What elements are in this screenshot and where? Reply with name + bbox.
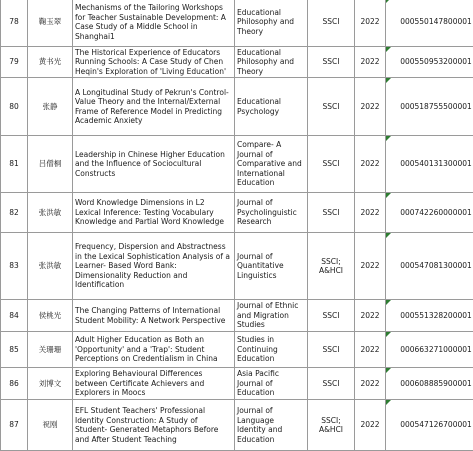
title-cell[interactable]: A Longitudinal Study of Pekrun's Control- Value Theory and the Internal/External Frame of Reference Model in Predicting Academic Anxiety (73, 78, 235, 136)
table-row (1, 47, 473, 78)
year-cell[interactable]: 2022 (355, 332, 386, 368)
author-cell[interactable]: 祝刚 (28, 400, 73, 451)
accession-id-cell[interactable]: 000540131300001 (386, 136, 473, 193)
journal-cell[interactable]: Educational Philosophy and Theory (235, 47, 308, 78)
journal-cell[interactable]: Journal of Ethnic and Migration Studies (235, 300, 308, 332)
journal-cell[interactable]: Journal of Psycholinguistic Research (235, 193, 308, 233)
title-cell[interactable]: Exploring Behavioural Differences between Certificate Achievers and Explorers in Moocs (73, 368, 235, 400)
journal-cell[interactable]: Journal of Quantitative Linguistics (235, 233, 308, 300)
title-cell[interactable]: Mechanisms of the Tailoring Workshops for Teacher Sustainable Development: A Case Study of a Middle School in Shanghai1 (73, 0, 235, 47)
year-cell[interactable]: 2022 (355, 368, 386, 400)
table-row (1, 0, 473, 47)
journal-cell[interactable]: Educational Philosophy and Theory (235, 0, 308, 47)
journal-cell[interactable]: Compare- A Journal of Comparative and International Education (235, 136, 308, 193)
year-cell[interactable]: 2022 (355, 300, 386, 332)
author-cell[interactable]: 关珊珊 (28, 332, 73, 368)
index-cell[interactable]: SSCI (308, 193, 355, 233)
journal-cell[interactable]: Asia Pacific Journal of Education (235, 368, 308, 400)
title-cell[interactable]: The Historical Experience of Educators Running Schools: A Case Study of Chen Heqin's Exploration of 'Living Education' (73, 47, 235, 78)
table-row (1, 233, 473, 300)
author-cell[interactable]: 侯桃光 (28, 300, 73, 332)
row-number-cell[interactable]: 80 (1, 78, 28, 136)
index-cell[interactable]: SSCI; A&HCI (308, 400, 355, 451)
accession-id-cell[interactable]: 000547081300001 (386, 233, 473, 300)
title-cell[interactable]: Adult Higher Education as Both an 'Opportunity' and a 'Trap': Student Perceptions on Credentialism in China (73, 332, 235, 368)
index-cell[interactable]: SSCI; A&HCI (308, 233, 355, 300)
accession-id-cell[interactable]: 000663271000001 (386, 332, 473, 368)
index-cell[interactable]: SSCI (308, 300, 355, 332)
title-cell[interactable]: EFL Student Teachers' Professional Identity Construction: A Study of Student- Generated Metaphors Before and After Student Teaching (73, 400, 235, 451)
table-row (1, 193, 473, 233)
title-cell[interactable]: Word Knowledge Dimensions in L2 Lexical Inference: Testing Vocabulary Knowledge and Partial Word Knowledge (73, 193, 235, 233)
index-cell[interactable]: SSCI (308, 78, 355, 136)
author-cell[interactable]: 刘博文 (28, 368, 73, 400)
row-number-cell[interactable]: 79 (1, 47, 28, 78)
index-cell[interactable]: SSCI (308, 47, 355, 78)
row-number-cell[interactable]: 86 (1, 368, 28, 400)
year-cell[interactable]: 2022 (355, 193, 386, 233)
year-cell[interactable]: 2022 (355, 400, 386, 451)
year-cell[interactable]: 2022 (355, 47, 386, 78)
row-number-cell[interactable]: 81 (1, 136, 28, 193)
index-cell[interactable]: SSCI (308, 332, 355, 368)
table-row (1, 400, 473, 451)
author-cell[interactable]: 张洪敏 (28, 233, 73, 300)
author-cell[interactable]: 张静 (28, 78, 73, 136)
row-number-cell[interactable]: 84 (1, 300, 28, 332)
author-cell[interactable]: 吕僧桐 (28, 136, 73, 193)
accession-id-cell[interactable]: 000550953200001 (386, 47, 473, 78)
table-row (1, 300, 473, 332)
table-row (1, 136, 473, 193)
title-cell[interactable]: Frequency, Dispersion and Abstractness in the Lexical Sophistication Analysis of a Learner- Based Word Bank: Dimensionality Reduction and Identification (73, 233, 235, 300)
accession-id-cell[interactable]: 000518755500001 (386, 78, 473, 136)
title-cell[interactable]: Leadership in Chinese Higher Education and the Influence of Sociocultural Constructs (73, 136, 235, 193)
accession-id-cell[interactable]: 000550147800001 (386, 0, 473, 47)
row-number-cell[interactable]: 82 (1, 193, 28, 233)
year-cell[interactable]: 2022 (355, 0, 386, 47)
index-cell[interactable]: SSCI (308, 368, 355, 400)
year-cell[interactable]: 2022 (355, 136, 386, 193)
accession-id-cell[interactable]: 000608885900001 (386, 368, 473, 400)
title-cell[interactable]: The Changing Patterns of International Student Mobility: A Network Perspective (73, 300, 235, 332)
index-cell[interactable]: SSCI (308, 0, 355, 47)
table-row (1, 332, 473, 368)
journal-cell[interactable]: Educational Psychology (235, 78, 308, 136)
author-cell[interactable]: 张洪敏 (28, 193, 73, 233)
journal-cell[interactable]: Journal of Language Identity and Education (235, 400, 308, 451)
journal-cell[interactable]: Studies in Continuing Education (235, 332, 308, 368)
accession-id-cell[interactable]: 000742260000001 (386, 193, 473, 233)
accession-id-cell[interactable]: 000551328200001 (386, 300, 473, 332)
year-cell[interactable]: 2022 (355, 78, 386, 136)
table-row (1, 368, 473, 400)
accession-id-cell[interactable]: 000547126700001 (386, 400, 473, 451)
row-number-cell[interactable]: 78 (1, 0, 28, 47)
row-number-cell[interactable]: 87 (1, 400, 28, 451)
year-cell[interactable]: 2022 (355, 233, 386, 300)
table-row (1, 78, 473, 136)
index-cell[interactable]: SSCI (308, 136, 355, 193)
author-cell[interactable]: 鞠玉翠 (28, 0, 73, 47)
row-number-cell[interactable]: 85 (1, 332, 28, 368)
row-number-cell[interactable]: 83 (1, 233, 28, 300)
author-cell[interactable]: 黄书光 (28, 47, 73, 78)
